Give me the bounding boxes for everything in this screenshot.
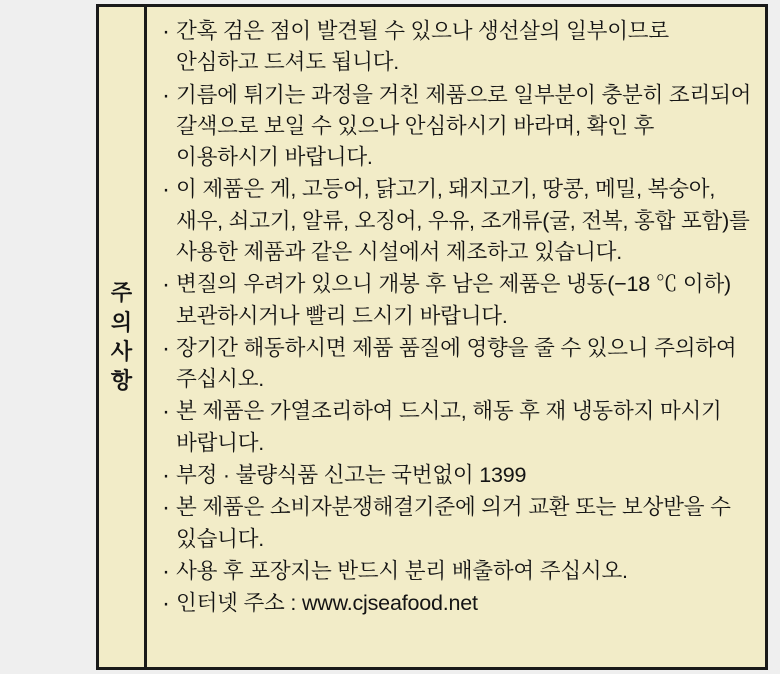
- caution-label-char-2: 의: [110, 309, 133, 335]
- caution-panel: [96, 4, 768, 670]
- caution-notes-list: [159, 16, 755, 619]
- list-item: · 본 제품은 가열조리하여 드시고, 해동 후 재 냉동하지 마시기 바랍니다.: [159, 396, 755, 459]
- caution-label-char-4: 항: [110, 368, 133, 394]
- list-item: · 변질의 우려가 있으니 개봉 후 남은 제품은 냉동(−18 ℃ 이하) 보관하시거나 빨리 드시기 바랍니다.: [159, 269, 755, 332]
- list-item: · 부정 · 불량식품 신고는 국번없이 1399: [159, 460, 755, 491]
- list-item: · 이 제품은 게, 고등어, 닭고기, 돼지고기, 땅콩, 메밀, 복숭아, 새우, 쇠고기, 알류, 오징어, 우유, 조개류(굴, 전복, 홍합 포함)를 사용한 제품과 같은 시설에서 제조하고 있습니다.: [159, 174, 755, 268]
- caution-label-char-1: 주: [110, 280, 133, 306]
- list-item: · 사용 후 포장지는 반드시 분리 배출하여 주십시오.: [159, 556, 755, 587]
- caution-content-column: [147, 7, 765, 667]
- caution-label-vertical: [111, 278, 132, 396]
- caution-label-column: [99, 7, 147, 667]
- list-item: · 인터넷 주소 : www.cjseafood.net: [159, 588, 755, 619]
- caution-label-char-3: 사: [110, 339, 133, 364]
- list-item: · 장기간 해동하시면 제품 품질에 영향을 줄 수 있으니 주의하여 주십시오.: [159, 333, 755, 396]
- list-item: · 본 제품은 소비자분쟁해결기준에 의거 교환 또는 보상받을 수 있습니다.: [159, 492, 755, 555]
- list-item: · 간혹 검은 점이 발견될 수 있으나 생선살의 일부이므로 안심하고 드셔도 됩니다.: [159, 16, 755, 79]
- list-item: · 기름에 튀기는 과정을 거친 제품으로 일부분이 충분히 조리되어 갈색으로 보일 수 있으나 안심하시기 바라며, 확인 후 이용하시기 바랍니다.: [159, 80, 755, 174]
